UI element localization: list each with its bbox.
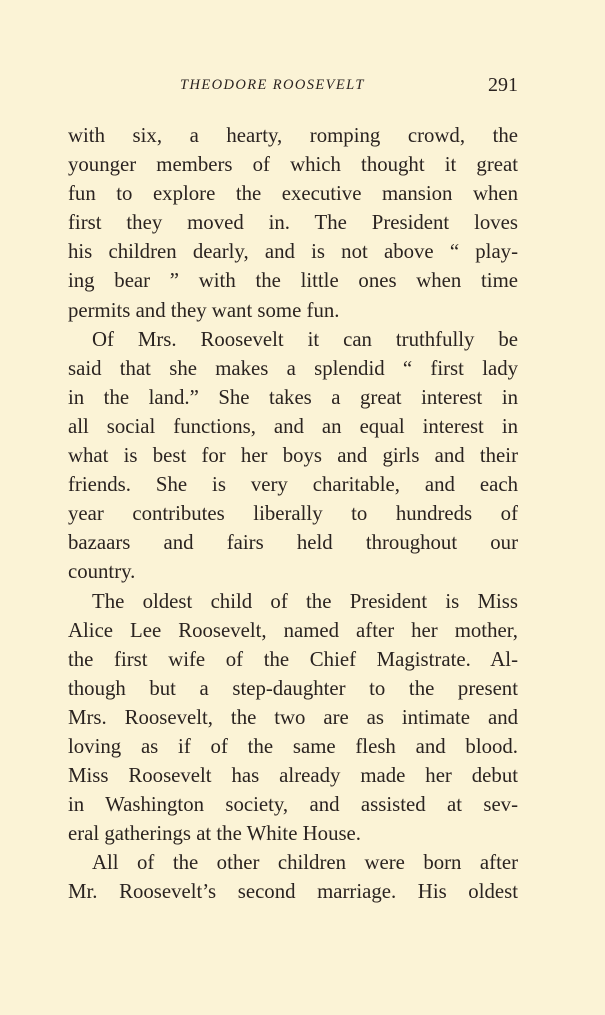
text-line: The oldest child of the President is Miss — [92, 589, 518, 613]
body-text — [68, 121, 518, 907]
text-line: fun to explore the executive mansion when — [68, 182, 518, 206]
text-line: eral gatherings at the White House. — [68, 822, 361, 846]
text-line: Of Mrs. Roosevelt it can truthfully be — [92, 327, 518, 351]
text-line: with six, a hearty, romping crowd, the — [68, 124, 518, 147]
running-title: THEODORE ROOSEVELT — [180, 77, 365, 93]
text-line: bazaars and fairs held throughout our — [68, 531, 518, 555]
text-line: in Washington society, and assisted at sev- — [68, 793, 518, 817]
text-line: country. — [68, 560, 136, 584]
text-line: first they moved in. The President loves — [68, 211, 518, 235]
text-line: all social functions, and an equal interest in — [68, 414, 518, 438]
text-line: in the land.” She takes a great interest in — [68, 385, 518, 409]
text-line: Miss Roosevelt has already made her debut — [68, 764, 518, 788]
text-line: though but a step-daughter to the present — [68, 676, 518, 700]
text-line: the first wife of the Chief Magistrate. Al- — [68, 647, 518, 671]
text-line: permits and they want some fun. — [68, 298, 340, 322]
text-line: his children dearly, and is not above “ play- — [68, 240, 518, 264]
text-line: Mr. Roosevelt’s second marriage. His oldest — [68, 880, 518, 904]
text-line: friends. She is very charitable, and each — [68, 473, 518, 497]
text-line: year contributes liberally to hundreds of — [68, 502, 518, 526]
page-number: 291 — [488, 74, 518, 96]
text-line: All of the other children were born after — [92, 851, 518, 875]
text-line: ing bear ” with the little ones when time — [68, 269, 518, 293]
page-header — [180, 74, 520, 100]
text-line: loving as if of the same flesh and blood. — [68, 734, 518, 758]
text-line: Alice Lee Roosevelt, named after her mother, — [68, 618, 518, 642]
text-line: what is best for her boys and girls and their — [68, 444, 518, 468]
text-line: Mrs. Roosevelt, the two are as intimate and — [68, 705, 518, 729]
text-line: said that she makes a splendid “ first lady — [68, 356, 518, 380]
text-line: younger members of which thought it great — [68, 153, 518, 177]
